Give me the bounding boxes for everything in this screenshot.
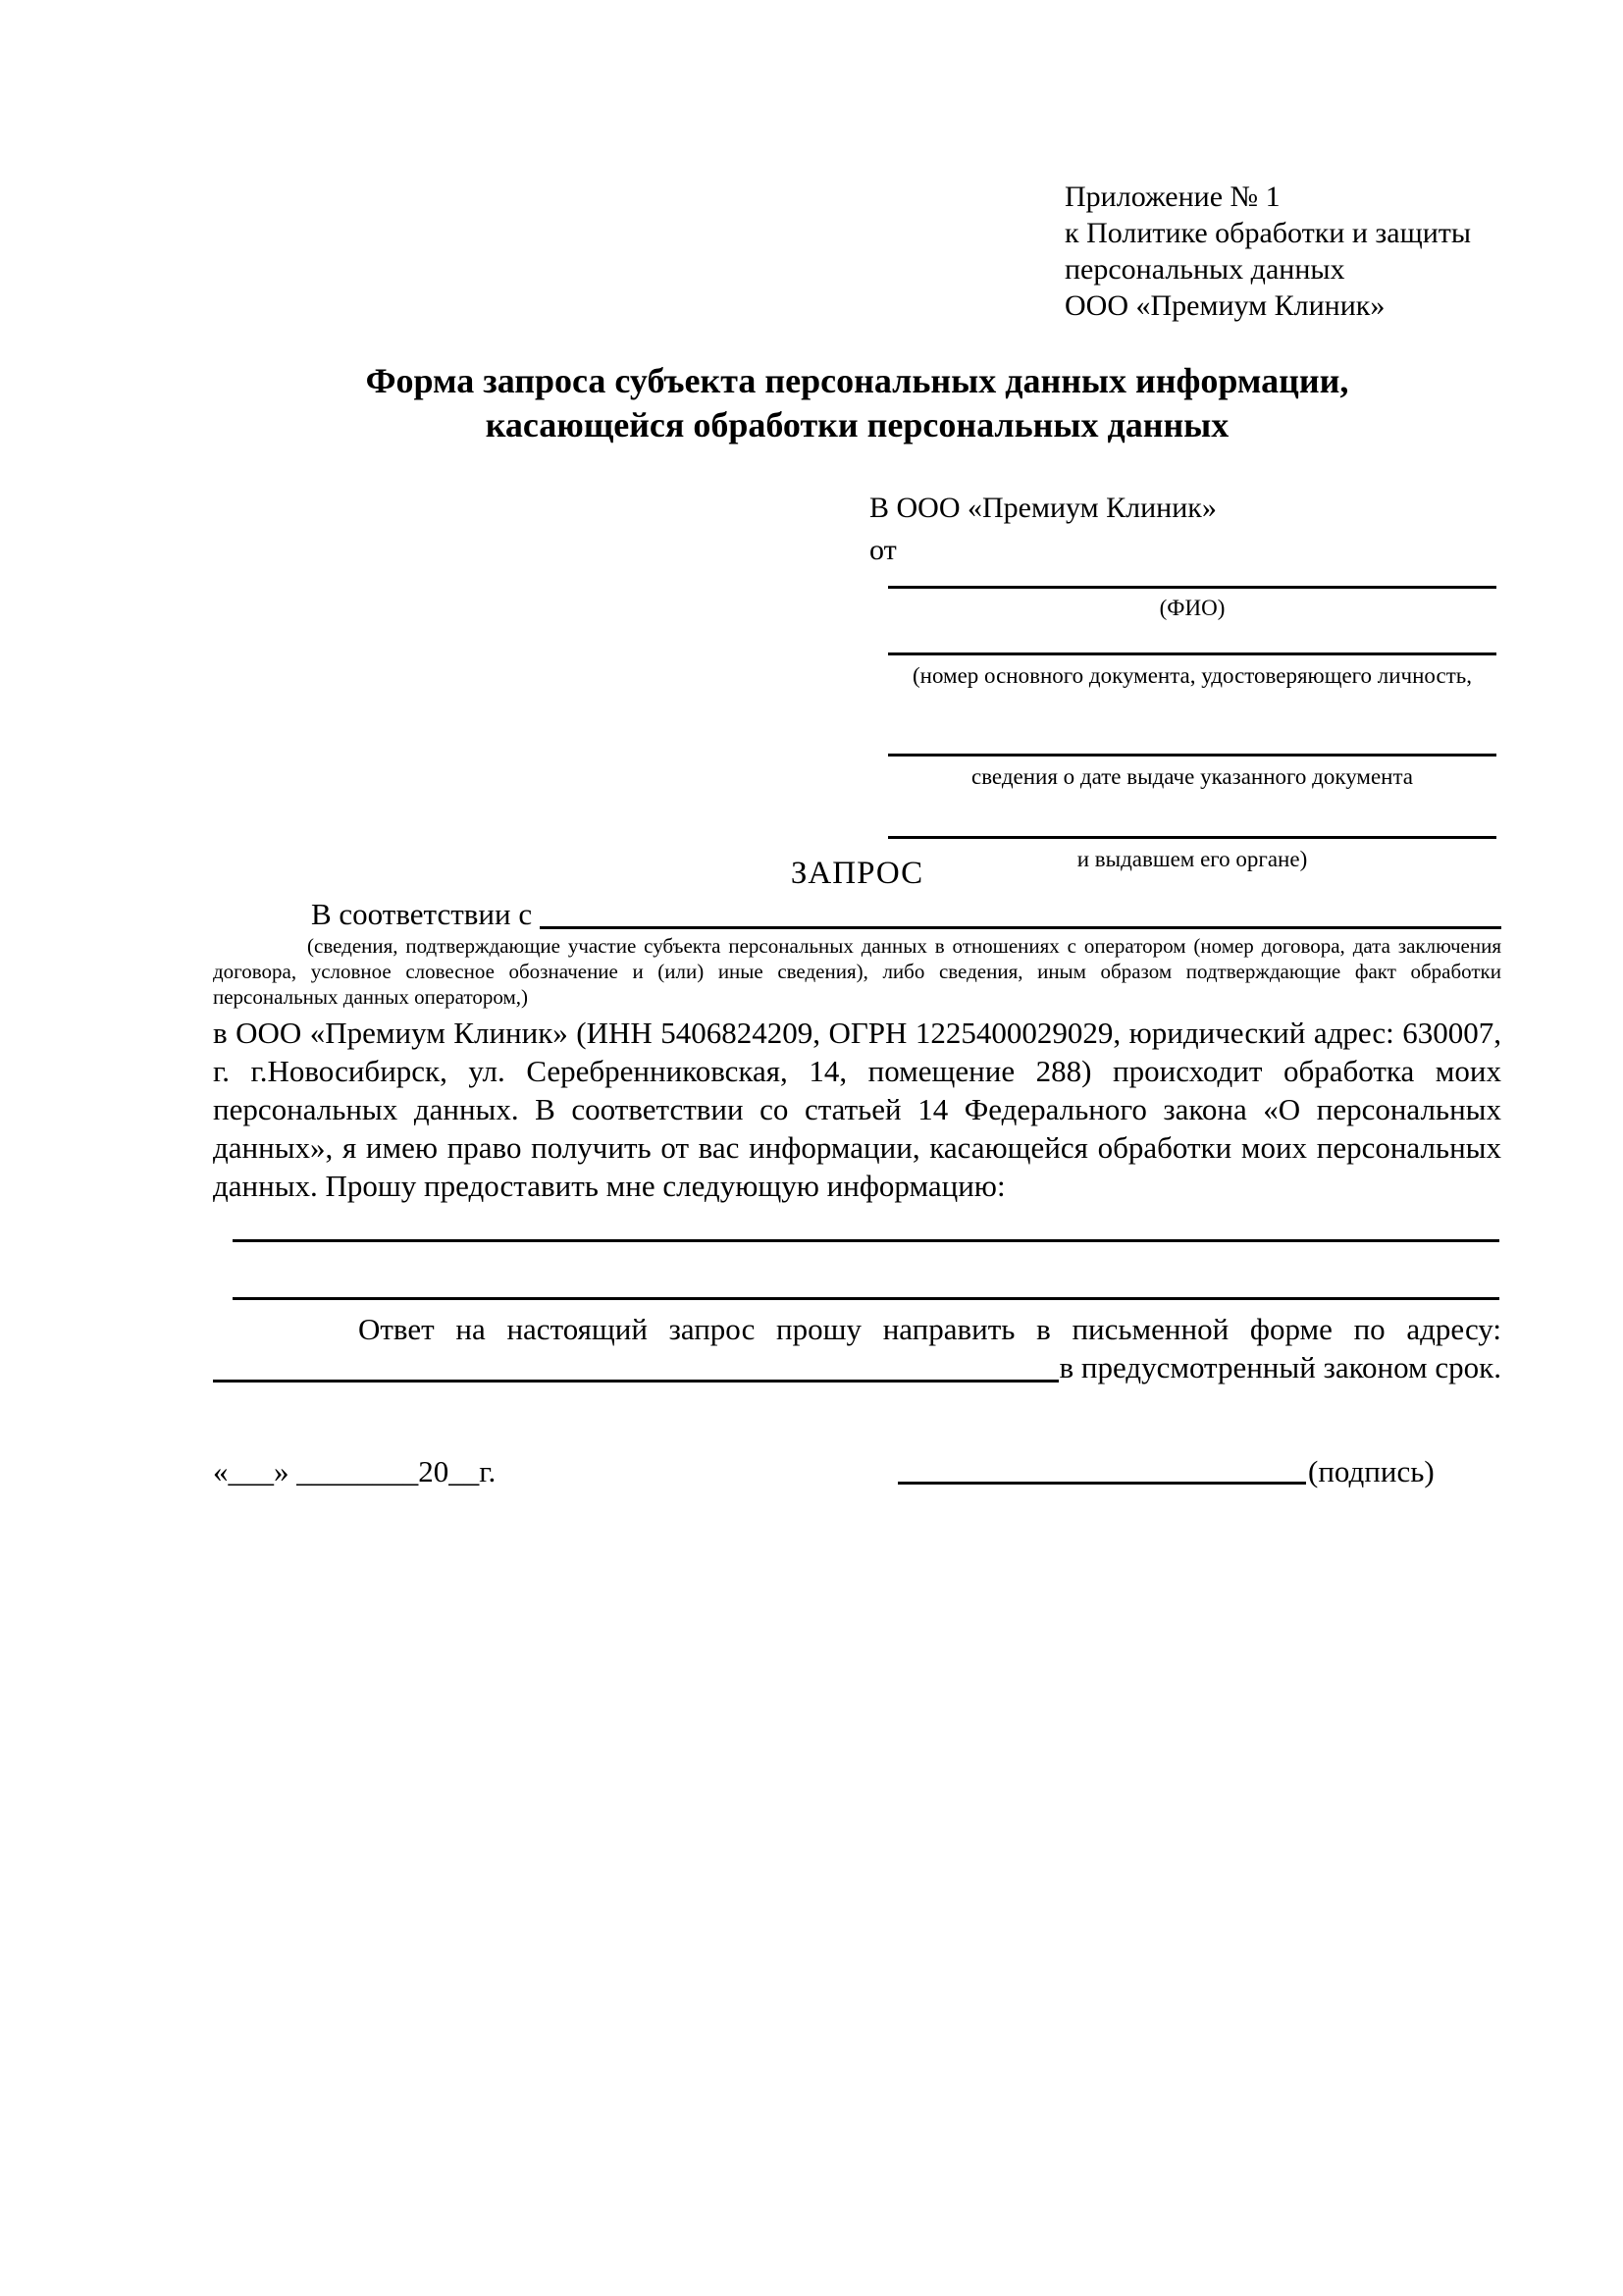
appendix-policy-line: к Политике обработки и защиты [1065, 217, 1472, 249]
request-intro-prefix: В соответствии с [311, 897, 540, 931]
from-label: от [869, 534, 897, 566]
reply-suffix: в предусмотренный законом срок. [1059, 1350, 1501, 1384]
doc-date-caption: сведения о дате выдаче указанного документа [970, 764, 1414, 789]
appendix-number: Приложение № 1 [1065, 181, 1281, 213]
appendix-company: ООО «Премиум Клиник» [1065, 289, 1386, 322]
appendix-policy-line2: персональных данных [1065, 253, 1345, 286]
page-title-line1: Форма запроса субъекта персональных данных информации, [365, 361, 1349, 400]
doc-date-line [888, 754, 1496, 757]
reply-instruction: Ответ на настоящий запрос прошу направить в письменной форме по адресу: [358, 1312, 1501, 1346]
basis-line [540, 926, 1501, 929]
info-line-2 [233, 1297, 1499, 1300]
date-field: «___» ________20__г. [213, 1454, 497, 1488]
signature-caption: (подпись) [1308, 1454, 1435, 1488]
recipient-company: В ООО «Премиум Клиник» [869, 492, 1217, 524]
reply-address-row [213, 1348, 1501, 1387]
appendix-header [1065, 179, 1471, 324]
doc-issuer-caption: и выдавшем его органе) [1076, 847, 1308, 871]
doc-number-line [888, 652, 1496, 655]
doc-issuer-line [888, 836, 1496, 839]
request-heading: ЗАПРОС [790, 856, 924, 891]
fio-line [888, 586, 1496, 589]
doc-number-caption: (номер основного документа, удостоверяющего личность, [912, 663, 1472, 688]
fio-caption: (ФИО) [1159, 596, 1226, 620]
request-body: в ООО «Премиум Клиник» (ИНН 5406824209, ОГРН 1225400029029, юридический адрес: 630007, г. г.Новосибирск, ул. Серебренниковская, 14, помещение 288) происходит обработка моих персональных данных. В соответствии со статьей 14 Федерального закона «О персональных данных», я имею право получить от вас информации, касающейся обработки моих персональных данных. Прошу предоставить мне следующую информацию: [213, 1016, 1501, 1203]
fine-print-note: (сведения, подтверждающие участие субъекта персональных данных в отношениях с оператором (номер договора, дата заключения договора, условное словесное обозначение и (или) иные сведения), либо сведения, иным образом подтверждающие факт обработки персональных данных оператором,) [213, 934, 1501, 1009]
page-title [213, 359, 1501, 447]
request-intro-row [213, 895, 1501, 934]
page-title-line2: касающейся обработки персональных данных [485, 405, 1230, 444]
address-line [213, 1380, 1059, 1383]
signature-line [898, 1482, 1306, 1485]
info-line-1 [233, 1239, 1499, 1242]
